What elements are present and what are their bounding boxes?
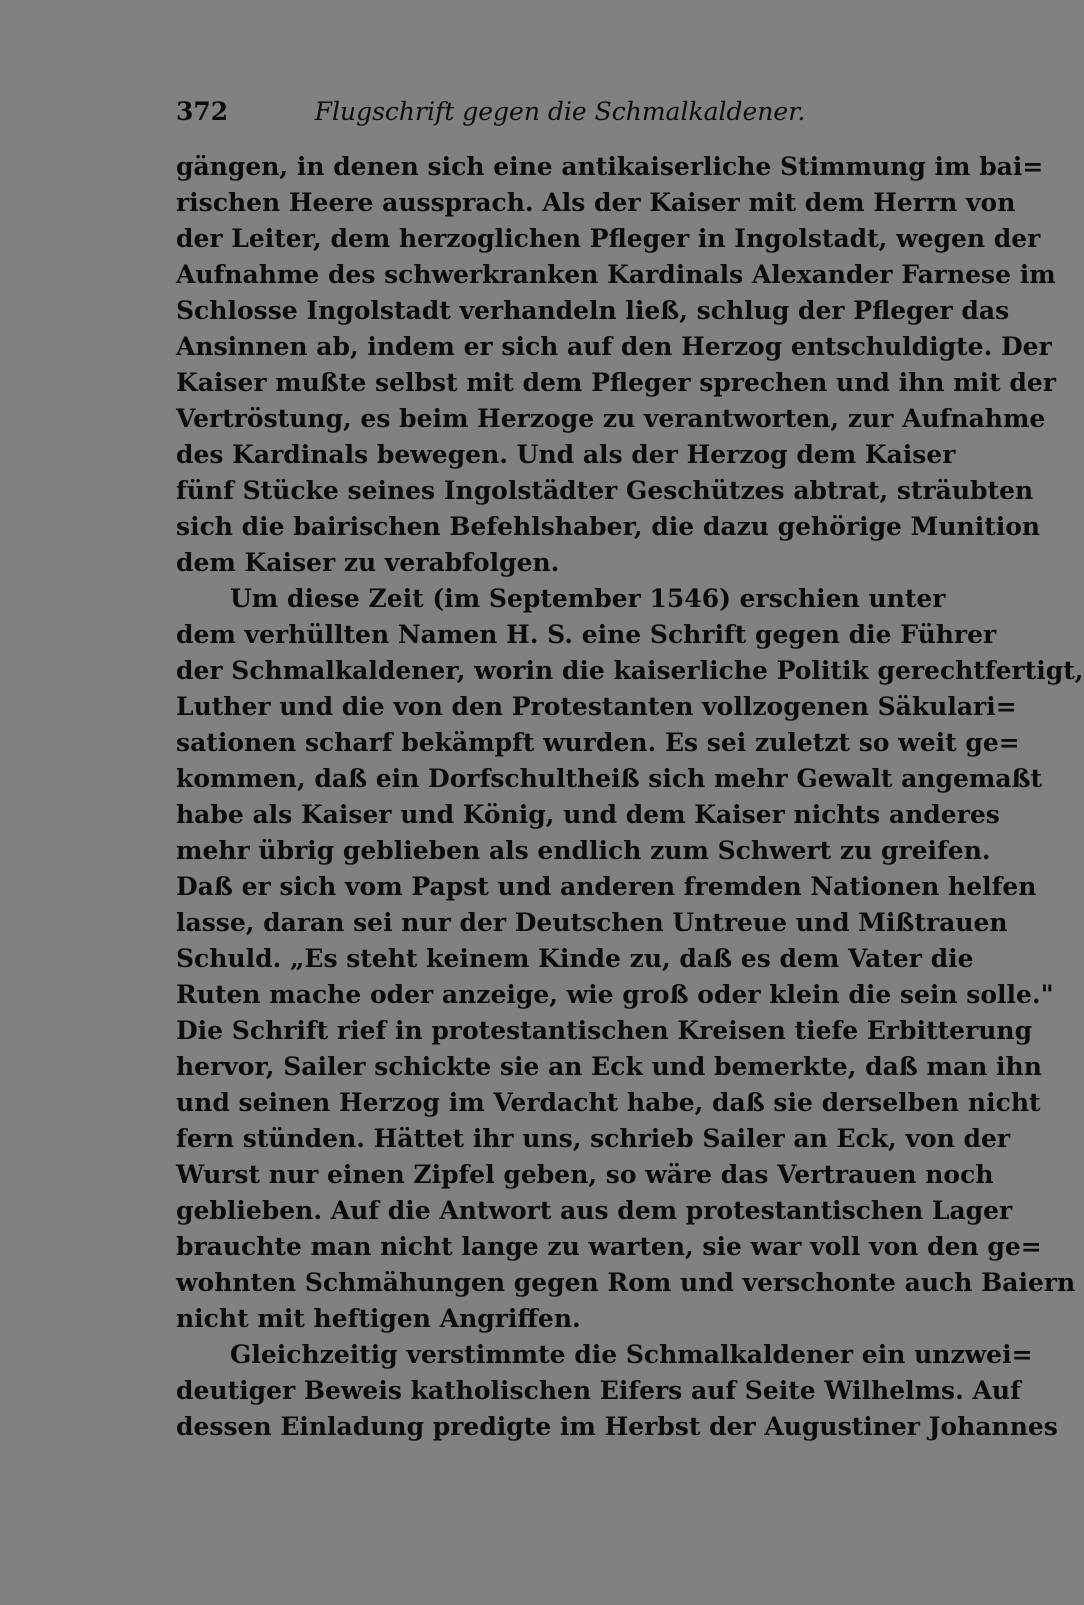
text-line: geblieben. Auf die Antwort aus dem protestantischen Lager — [176, 1196, 1013, 1225]
text-line: der Schmalkaldener, worin die kaiserliche Politik gerechtfertigt, — [176, 656, 1084, 685]
text-line: Wurst nur einen Zipfel geben, so wäre das Vertrauen noch — [176, 1160, 994, 1189]
paragraph — [176, 581, 1084, 1337]
paragraph — [176, 1337, 1058, 1445]
text-line: brauchte man nicht lange zu warten, sie war voll von den ge= — [176, 1232, 1042, 1261]
text-line: Luther und die von den Protestanten vollzogenen Säkulari= — [176, 692, 1017, 721]
text-line: Schuld. „Es steht keinem Kinde zu, daß es dem Vater die — [176, 944, 974, 973]
text-line: nicht mit heftigen Angriffen. — [176, 1304, 581, 1333]
text-line: Aufnahme des schwerkranken Kardinals Alexander Farnese im — [176, 260, 1056, 289]
text-line: der Leiter, dem herzoglichen Pfleger in Ingolstadt, wegen der — [176, 224, 1041, 253]
running-title: Flugschrift gegen die Schmalkaldener. — [314, 97, 806, 126]
text-line: Kaiser mußte selbst mit dem Pfleger sprechen und ihn mit der — [176, 368, 1056, 397]
paragraph — [176, 149, 1056, 581]
text-line: Ruten mache oder anzeige, wie groß oder klein die sein solle." — [176, 980, 1054, 1009]
body-text — [176, 149, 1084, 1445]
text-line: rischen Heere aussprach. Als der Kaiser mit dem Herrn von — [176, 188, 1016, 217]
page-number: 372 — [176, 97, 229, 126]
text-line: fern stünden. Hättet ihr uns, schrieb Sailer an Eck, von der — [176, 1124, 1011, 1153]
text-line: deutiger Beweis katholischen Eifers auf Seite Wilhelms. Auf — [176, 1376, 1021, 1405]
text-line: wohnten Schmähungen gegen Rom und verschonte auch Baiern — [176, 1268, 1076, 1297]
text-line: dem Kaiser zu verabfolgen. — [176, 548, 560, 577]
text-line: und seinen Herzog im Verdacht habe, daß sie derselben nicht — [176, 1088, 1041, 1117]
text-line: fünf Stücke seines Ingolstädter Geschützes abtrat, sträubten — [176, 476, 1034, 505]
text-line: kommen, daß ein Dorfschultheiß sich mehr Gewalt angemaßt — [176, 764, 1043, 793]
text-line: Vertröstung, es beim Herzoge zu verantworten, zur Aufnahme — [176, 404, 1046, 433]
text-line: sich die bairischen Befehlshaber, die dazu gehörige Munition — [176, 512, 1041, 541]
text-line: dem verhüllten Namen H. S. eine Schrift gegen die Führer — [176, 620, 997, 649]
text-line: Ansinnen ab, indem er sich auf den Herzog entschuldigte. Der — [176, 332, 1052, 361]
text-line: gängen, in denen sich eine antikaiserliche Stimmung im bai= — [176, 152, 1044, 181]
text-line: sationen scharf bekämpft wurden. Es sei zuletzt so weit ge= — [176, 728, 1020, 757]
text-line: habe als Kaiser und König, und dem Kaiser nichts anderes — [176, 800, 1000, 829]
text-line: Die Schrift rief in protestantischen Kreisen tiefe Erbitterung — [176, 1016, 1033, 1045]
text-line: hervor, Sailer schickte sie an Eck und bemerkte, daß man ihn — [176, 1052, 1042, 1081]
text-line: Schlosse Ingolstadt verhandeln ließ, schlug der Pfleger das — [176, 296, 1010, 325]
running-head — [176, 92, 914, 132]
text-line: Daß er sich vom Papst und anderen fremden Nationen helfen — [176, 872, 1037, 901]
text-line: des Kardinals bewegen. Und als der Herzog dem Kaiser — [176, 440, 956, 469]
text-line: dessen Einladung predigte im Herbst der Augustiner Johannes — [176, 1412, 1058, 1441]
text-line: mehr übrig geblieben als endlich zum Schwert zu greifen. — [176, 836, 991, 865]
text-line: lasse, daran sei nur der Deutschen Untreue und Mißtrauen — [176, 908, 1008, 937]
text-line: Um diese Zeit (im September 1546) erschien unter — [230, 584, 946, 613]
text-line: Gleichzeitig verstimmte die Schmalkaldener ein unzwei= — [230, 1340, 1033, 1369]
